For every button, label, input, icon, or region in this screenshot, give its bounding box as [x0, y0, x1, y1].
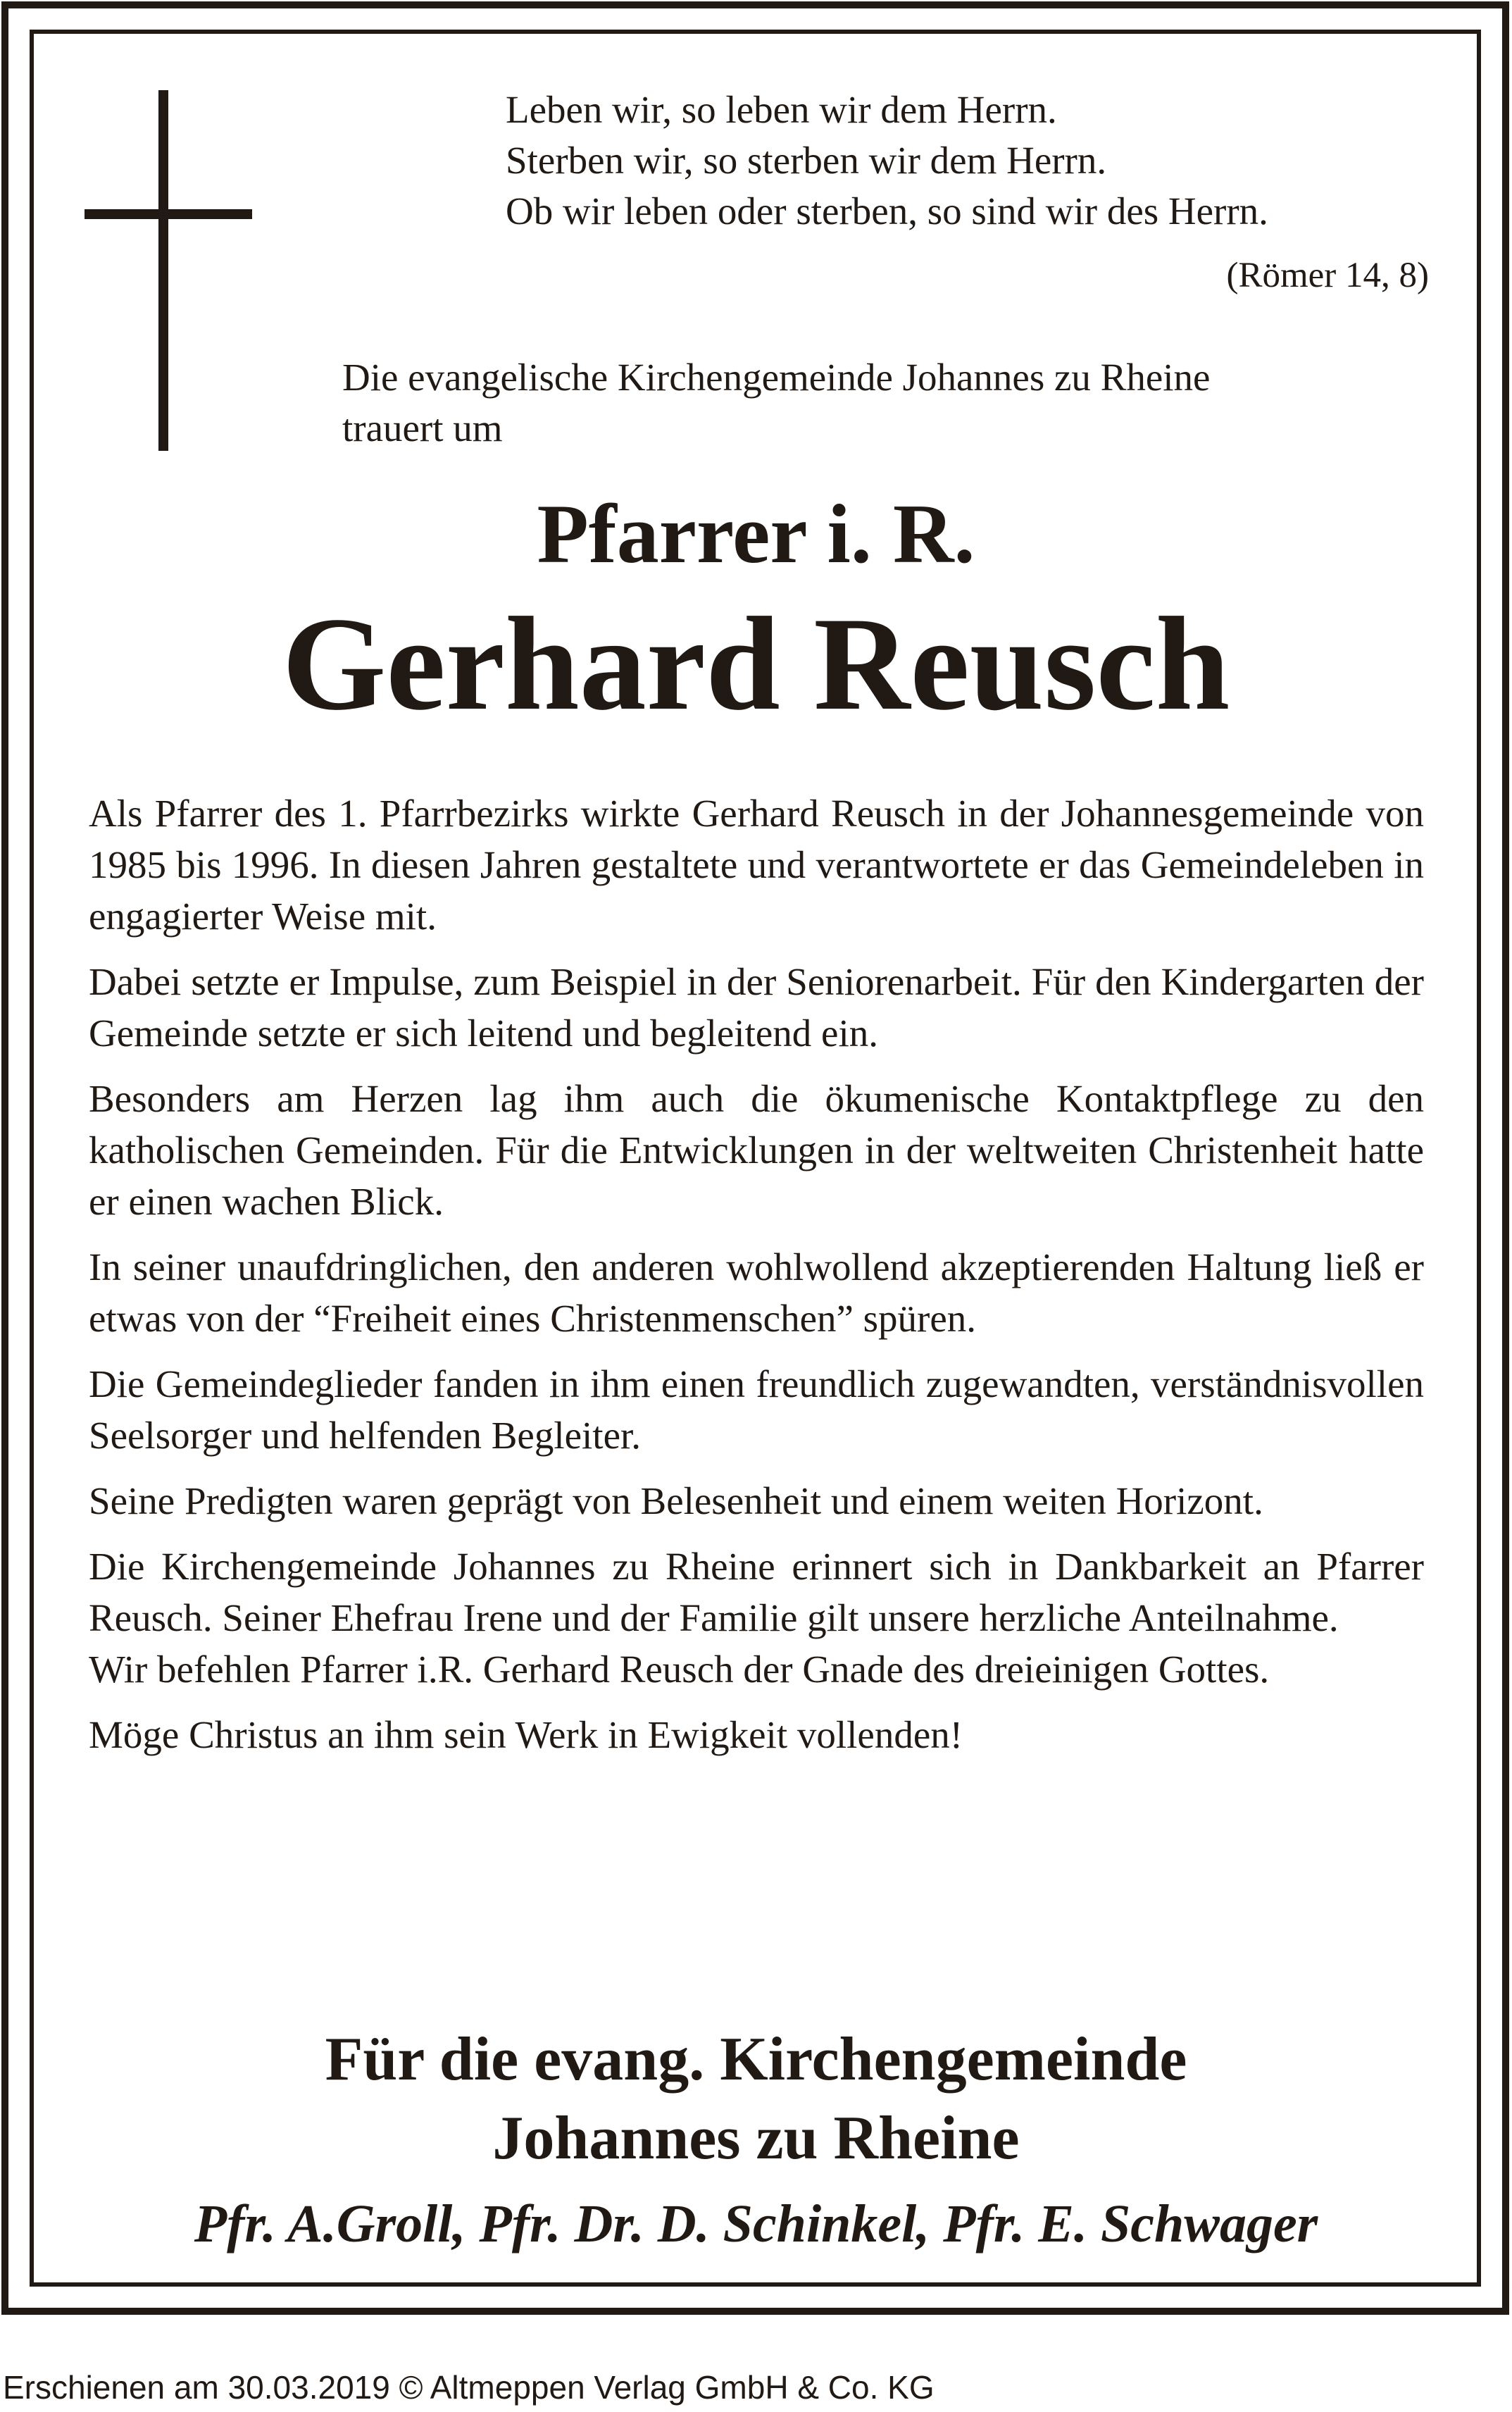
deceased-name: Gerhard Reusch	[282, 590, 1230, 738]
quote-line: Leben wir, so leben wir dem Herrn.	[506, 88, 1057, 131]
publication-footer: Erschienen am 30.03.2019 © Altmeppen Verlag GmbH & Co. KG	[3, 2369, 935, 2406]
paragraph: In seiner unaufdringlichen, den anderen wohlwollend akzeptierenden Haltung ließ er etwas von der “Freiheit eines Christenmenschen” spüren.	[89, 1245, 1424, 1340]
paragraph: Die Gemeindeglieder fanden in ihm einen freundlich zugewandten, verständnisvollen Seelsorger und helfenden Begleiter.	[89, 1362, 1424, 1457]
closing-line: Für die evang. Kirchengemeinde	[325, 2025, 1187, 2094]
paragraph: Besonders am Herzen lag ihm auch die ökumenische Kontaktpflege zu den katholischen Gemeinden. Für die Entwicklungen in der weltweiten Christenheit hatte er einen wachen Blick.	[89, 1077, 1424, 1223]
paragraph: Als Pfarrer des 1. Pfarrbezirks wirkte Gerhard Reusch in der Johannesgemeinde von 1985 bis 1996. In diesen Jahren gestaltete und verantwortete er das Gemeindeleben in engagierter Weise mit.	[89, 792, 1424, 938]
paragraph: Die Kirchengemeinde Johannes zu Rheine erinnert sich in Dankbarkeit an Pfarrer Reusch. Seiner Ehefrau Irene und der Familie gilt unsere herzliche Anteilnahme.	[89, 1545, 1424, 1639]
cross-icon-vertical-bar	[158, 90, 168, 451]
deceased-title: Pfarrer i. R.	[537, 487, 975, 580]
paragraph: Möge Christus an ihm sein Werk in Ewigkeit vollenden!	[89, 1713, 963, 1756]
paragraph: Dabei setzte er Impulse, zum Beispiel in der Seniorenarbeit. Für den Kindergarten der Gemeinde setzte er sich leitend und begleitend ein.	[89, 960, 1424, 1055]
paragraph: Seine Predigten waren geprägt von Belesenheit und einem weiten Horizont.	[89, 1479, 1263, 1522]
paragraph: Wir befehlen Pfarrer i.R. Gerhard Reusch der Gnade des dreieinigen Gottes.	[89, 1648, 1270, 1691]
bible-quote	[506, 85, 1428, 237]
intro-line: trauert um	[342, 406, 503, 449]
intro-line: Die evangelische Kirchengemeinde Johannes zu Rheine	[342, 356, 1211, 399]
obituary-text	[89, 788, 1424, 1774]
closing-line: Johannes zu Rheine	[492, 2104, 1020, 2172]
quote-line: Ob wir leben oder sterben, so sind wir des Herrn.	[506, 189, 1268, 232]
signatories: Pfr. A.Groll, Pfr. Dr. D. Schinkel, Pfr. E. Schwager	[194, 2194, 1318, 2254]
cross-icon-horizontal-bar	[85, 209, 252, 219]
mourning-intro	[342, 352, 1427, 454]
quote-reference: (Römer 14, 8)	[1226, 256, 1429, 295]
quote-line: Sterben wir, so sterben wir dem Herrn.	[506, 139, 1107, 182]
